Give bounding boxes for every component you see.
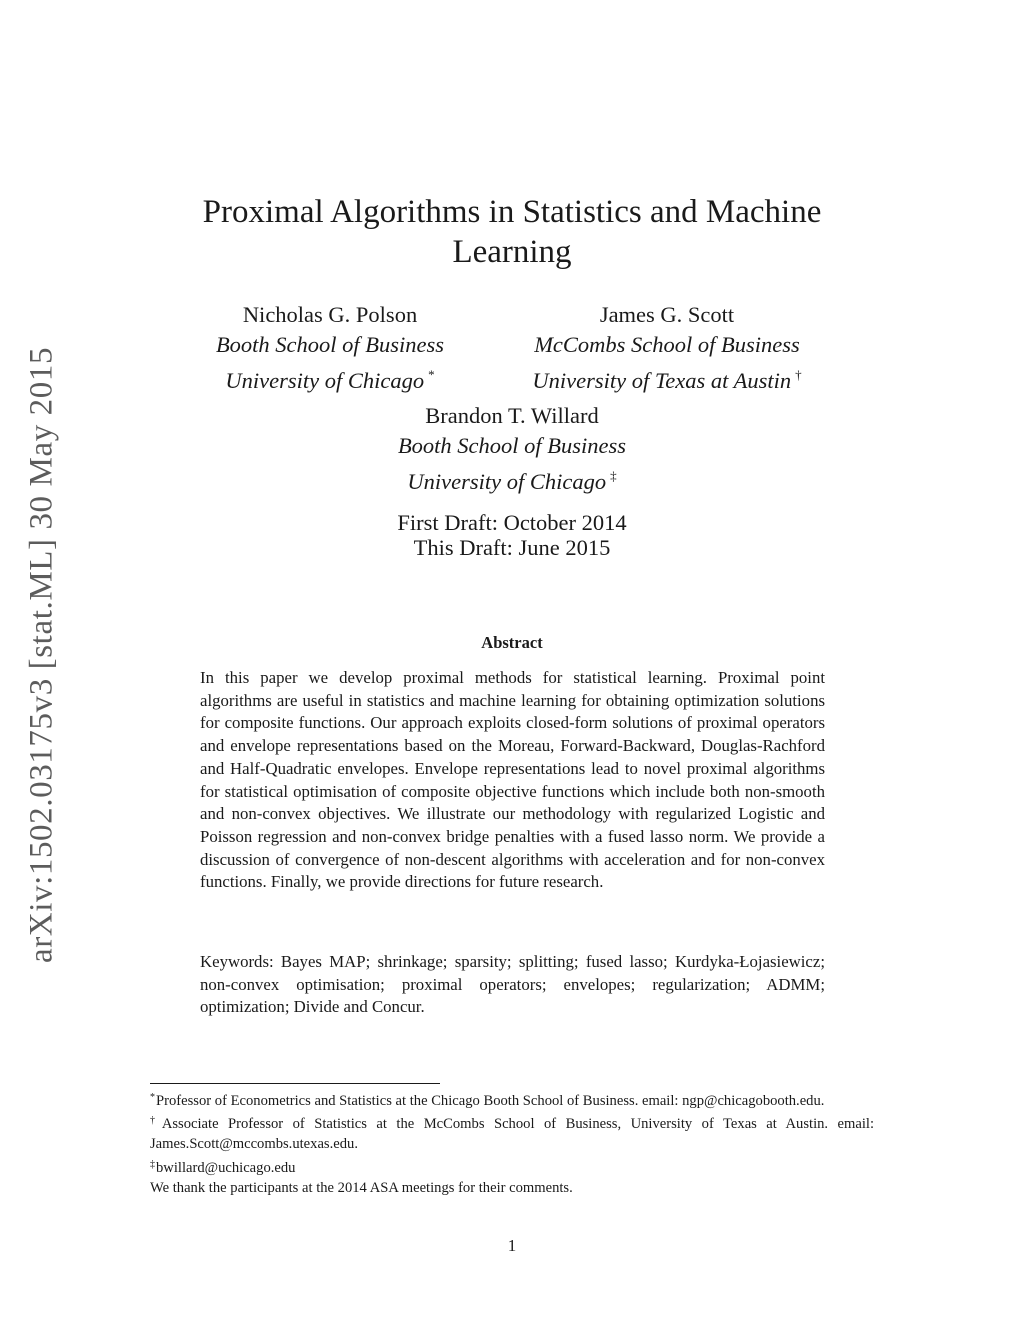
footnote: [150, 1088, 874, 1111]
author-university: University of Chicago: [407, 469, 607, 494]
abstract-heading: Abstract: [481, 633, 543, 652]
page-number: 1: [507, 1236, 517, 1255]
acknowledgement: [150, 1178, 874, 1198]
abstract-body: In this paper we develop proximal methods for statistical learning. Proximal point algorithms are useful in statistics and machine learning for obtaining optimization solutions for composite functions. Our approach exploits closed-form solutions of proximal operators and envelope representations based on the Moreau, Forward-Backward, Douglas-Rachford and Half-Quadratic envelopes. Envelope representations lead to novel proximal algorithms for statistical optimisation of composite objective functions which include both non-smooth and non-convex objectives. We illustrate our methodology with regularized Logistic and Poisson regression and non-convex bridge penalties with a fused lasso norm. We provide a discussion of convergence of non-descent algorithms with acceleration and for non-convex functions. Finally, we provide directions for future research.: [200, 668, 825, 892]
first-draft-date: First Draft: October 2014: [397, 510, 627, 535]
keywords: Keywords: Bayes MAP; shrinkage; sparsity; splitting; fused lasso; Kurdyka-Łojasiewicz; non-convex optimisation; proximal operators; envelopes; regularization; ADMM; optimization; Divide and Concur.: [200, 952, 825, 1017]
footnote-mark: *: [150, 1092, 155, 1103]
footnote-text: Associate Professor of Statistics at the McCombs School of Business, University of Texas at Austin. email: James.Scott@mccombs.utexas.edu.: [150, 1116, 875, 1153]
footnote-mark: †: [150, 1115, 161, 1127]
footnote-mark: ‡: [150, 1158, 155, 1170]
footnotes: [150, 1088, 874, 1198]
author-block: [497, 300, 837, 396]
paper-title: Proximal Algorithms in Statistics and Machine Learning: [202, 194, 822, 270]
footnote: [150, 1111, 874, 1154]
author-block: [362, 401, 662, 497]
author-university-line: [180, 360, 480, 396]
footnote-text: We thank the participants at the 2014 ASA meetings for their comments.: [150, 1179, 573, 1196]
author-school: Booth School of Business: [215, 332, 445, 357]
footnote: [150, 1155, 874, 1178]
footnote-text: bwillard@uchicago.edu: [156, 1159, 296, 1176]
footnote-text: Professor of Econometrics and Statistics at the Chicago Booth School of Business. email: ngp@chicagobooth.edu.: [156, 1093, 825, 1109]
author-university: University of Texas at Austin: [532, 368, 792, 393]
author-block: [180, 300, 480, 396]
author-school: McCombs School of Business: [534, 332, 800, 357]
author-university: University of Chicago: [225, 368, 425, 393]
footnote-mark: †: [795, 367, 802, 382]
footnote-divider: [150, 1083, 440, 1084]
footnote-mark: *: [428, 367, 435, 382]
author-name: James G. Scott: [599, 302, 735, 327]
draft-dates: [312, 510, 712, 560]
arxiv-identifier-stamp: arXiv:1502.03175v3 [stat.ML] 30 May 2015: [23, 346, 60, 964]
author-school: Booth School of Business: [397, 433, 627, 458]
author-university-line: [362, 461, 662, 497]
author-university-line: [497, 360, 837, 396]
footnote-mark: ‡: [610, 468, 617, 483]
author-name: Brandon T. Willard: [425, 403, 599, 428]
author-name: Nicholas G. Polson: [242, 302, 418, 327]
this-draft-date: This Draft: June 2015: [413, 535, 611, 560]
